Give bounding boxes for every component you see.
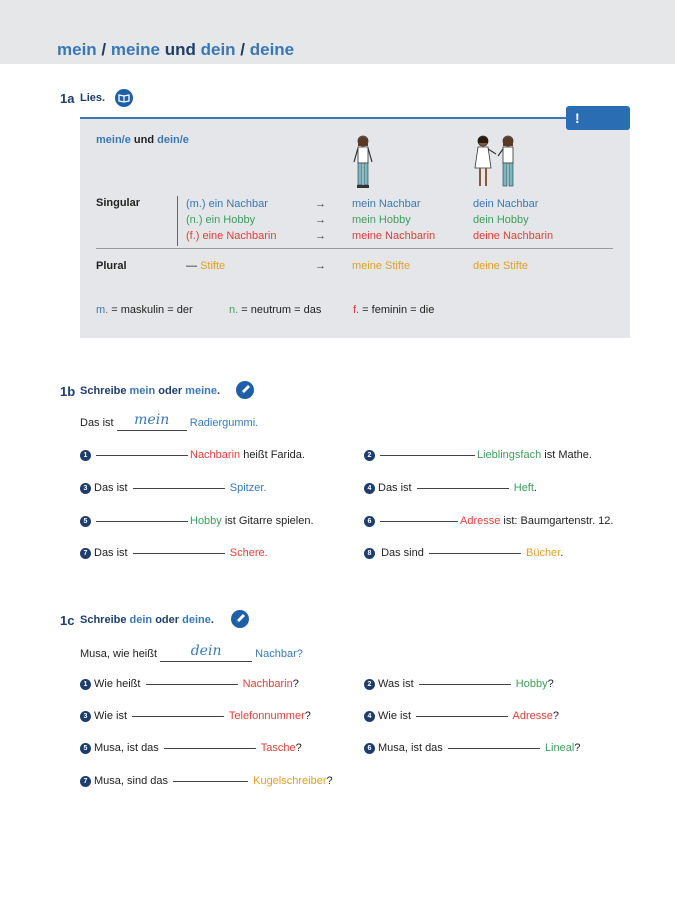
item-1c-2: 2 Was ist Hobby?: [364, 678, 554, 690]
answer-blank[interactable]: [448, 748, 540, 749]
item-1b-4: 4 Das ist Heft.: [364, 482, 537, 494]
answer-blank[interactable]: [96, 521, 188, 522]
answer-blank[interactable]: [419, 684, 511, 685]
exercise-number-1c: 1c: [60, 613, 75, 628]
dein-masculine: dein Nachbar: [473, 198, 539, 210]
pencil-icon: [231, 610, 249, 628]
base-feminine: (f.) eine Nachbarin: [186, 230, 277, 242]
exercise-number-1b: 1b: [60, 384, 76, 399]
attention-flag: !: [566, 106, 630, 130]
mein-plural: meine Stifte: [352, 260, 411, 272]
exercise-instruction-1a: Lies.: [80, 92, 106, 104]
legend-neuter: n. = neutrum = das: [229, 304, 322, 316]
answer-blank[interactable]: [133, 488, 225, 489]
item-1b-1: 1 Nachbarin heißt Farida.: [80, 449, 305, 461]
dein-neuter: dein Hobby: [473, 214, 529, 226]
arrow-icon: →: [315, 230, 326, 242]
mein-feminine: meine Nachbarin: [352, 230, 436, 242]
answer-blank[interactable]: [380, 455, 475, 456]
example-answer-1b: mein: [134, 412, 170, 428]
exercise-instruction-1c: Schreibe dein oder deine.: [80, 614, 214, 626]
legend-masculine: m. = maskulin = der: [96, 304, 193, 316]
item-1c-4: 4 Wie ist Adresse?: [364, 710, 559, 722]
base-masculine: (m.) ein Nachbar: [186, 198, 268, 210]
item-1b-5: 5 Hobby ist Gitarre spielen.: [80, 515, 314, 527]
answer-blank[interactable]: [133, 553, 225, 554]
exercise-instruction-1b: Schreibe mein oder meine.: [80, 385, 221, 397]
two-people-figure: [472, 134, 520, 194]
pencil-icon: [236, 381, 254, 399]
grammar-heading: mein/e und dein/e: [96, 134, 189, 146]
answer-blank[interactable]: [96, 455, 188, 456]
item-1b-7: 7 Das ist Schere.: [80, 547, 268, 559]
example-answer-1c: dein: [190, 643, 222, 659]
item-1c-6: 6 Musa, ist das Lineal?: [364, 742, 580, 754]
dein-feminine: deine Nachbarin: [473, 230, 554, 242]
item-1b-6: 6 Adresse ist: Baumgartenstr. 12.: [364, 515, 613, 527]
answer-blank[interactable]: [417, 488, 509, 489]
mein-neuter: mein Hobby: [352, 214, 411, 226]
singular-divider: [177, 196, 178, 246]
page-title: mein / meine und dein / deine: [57, 40, 295, 59]
book-icon: [115, 89, 133, 107]
dein-plural: deine Stifte: [473, 260, 529, 272]
answer-blank[interactable]: [380, 521, 458, 522]
answer-blank[interactable]: [173, 781, 248, 782]
plural-divider: [96, 248, 613, 249]
plural-label: Plural: [96, 260, 127, 272]
answer-blank[interactable]: [132, 716, 224, 717]
singular-label: Singular: [96, 197, 141, 209]
answer-blank[interactable]: [416, 716, 508, 717]
arrow-icon: →: [315, 214, 326, 226]
item-1b-3: 3 Das ist Spitzer.: [80, 482, 266, 494]
grammar-box-rule: [80, 117, 578, 119]
base-neuter: (n.) ein Hobby: [186, 214, 256, 226]
arrow-icon: →: [315, 198, 326, 210]
item-1c-3: 3 Wie ist Telefonnummer?: [80, 710, 311, 722]
exercise-number-1a: 1a: [60, 91, 75, 106]
item-1b-2: 2 Lieblingsfach ist Mathe.: [364, 449, 592, 461]
answer-blank[interactable]: [146, 684, 238, 685]
example-1c: Musa, wie heißt dein Nachbar?: [80, 643, 303, 660]
item-1c-1: 1 Wie heißt Nachbarin?: [80, 678, 299, 690]
example-1b: Das ist mein Radiergummi.: [80, 412, 259, 429]
legend-feminine: f. = feminin = die: [353, 304, 435, 316]
girl-figure: [350, 134, 380, 194]
answer-blank[interactable]: [164, 748, 256, 749]
item-1b-8: 8 Das sind Bücher.: [364, 547, 563, 559]
answer-blank[interactable]: [429, 553, 521, 554]
item-1c-5: 5 Musa, ist das Tasche?: [80, 742, 302, 754]
item-1c-7: 7 Musa, sind das Kugelschreiber?: [80, 775, 333, 787]
base-plural: — Stifte: [186, 260, 226, 272]
mein-masculine: mein Nachbar: [352, 198, 421, 210]
arrow-icon: →: [315, 260, 326, 272]
